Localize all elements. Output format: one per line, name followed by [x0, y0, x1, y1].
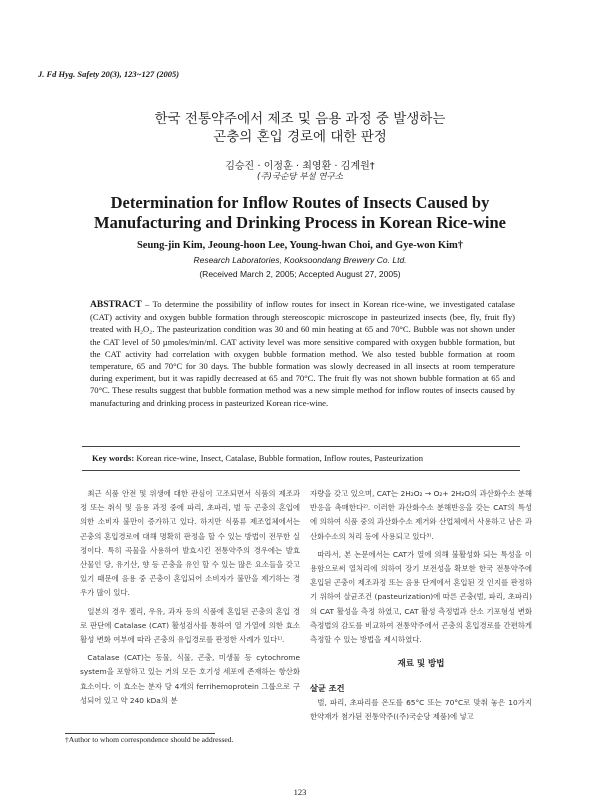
abstract-label: ABSTRACT [90, 300, 142, 310]
keywords-text: Korean rice-wine, Insect, Catalase, Bubble formation, Inflow routes, Pasteurization [134, 453, 424, 463]
abstract-text: – To determine the possibility of inflow routes for insect in Korean rice-wine, we investigated catalase (CAT) activity and oxygen bubble formation through stereoscopic microscope in pasteurized insects (bee, fly, fruit fly) treated with H₂O₂. The pasteurization condition was 30 and 60 min heating at 65 and 70°C. Bubble was not shown under the CAT level of 50 µmoles/min/ml. CAT activity level was more sensitive compared with oxygen bubble formation, but the CAT activity had correlation with oxygen bubble formation method. We also tested bubble formation at room temperature, 65 and 70°C for 30 days. The bubble formation was slowly decreased in all insects at room temperature during experiment, but it was rapidly decreased at 65 and 70°C. The fruit fly was not shown bubble formation at 65 and 70°C. These results suggest that bubble formation method was a new simple method for inflow routes of insects caused by manufacturing and drinking process in pasteurized Korean rice-wine. [90, 299, 515, 408]
subsection-heading: 살균 조건 [310, 683, 345, 694]
abstract [90, 298, 515, 409]
keywords-top-rule [82, 446, 520, 447]
korean-affiliation: (주)국순당 부설 연구소 [257, 172, 343, 182]
footnote-rule [65, 733, 215, 734]
body-paragraph: 벌, 파리, 초파리를 온도를 65°C 또는 70°C로 맞춰 놓은 10가지 한약재가 첨가된 전통약주((주)국순당 제품)에 넣고 [310, 697, 532, 721]
body-right-column [310, 487, 532, 728]
body-paragraph: 따라서, 본 논문에서는 CAT가 열에 의해 불활성화 되는 특성을 이용함으로써 열처리에 의하여 장기 보전성을 확보한 한국 전통약주에 혼입된 곤충이 제조과정 또는 음용 단계에서 혼입된 것 인지를 판정하기 위하여 살균조건 (pasteurization)에 따른 곤충(벌, 파리, 초파리)의 CAT 활성을 측정 하였고, CAT 활성 측정법과 산소 기포형성 변화 측정법의 감도를 비교하여 전통약주에서 곤충의 혼입경로를 간편하게 측정할 수 있는 방법을 제시하였다. [310, 549, 532, 645]
body-paragraph: 최근 식품 안전 및 위생에 대한 관심이 고조되면서 식품의 제조과정 또는 취식 및 음용 과정 중에 파리, 초파리, 벌 등 곤충의 혼입에 의한 소비자 불만이 증가하고 있다. 하지만 식품류 제조업체에서는 곤충의 혼입경로에 대해 명확히 판정을 할 수 있는 방법이 전무한 실정이다. 특히 곡물을 사용하여 발효시킨 전통약주의 경우에는 발효 산물인 당, 유기산, 향 등 곤충을 유인 할 수 있는 많은 요소들을 갖고 있기 때문에 음용 중 곤충이 혼입되어 소비자가 불만을 제기하는 경우가 많이 있다. [80, 489, 300, 598]
english-title-line-1: Determination for Inflow Routes of Insects Caused by [110, 193, 490, 212]
body-left-column [80, 487, 300, 712]
english-authors: Seung-jin Kim, Jeoung-hoon Lee, Young-hwan Choi, and Gye-won Kim† [136, 240, 464, 251]
body-paragraph: 일본의 경우 젤리, 우유, 과자 등의 식품에 혼입된 곤충의 혼입 경로 판단에 Catalase (CAT) 활성검사를 통하여 열 가열에 의한 효소 활성 변화 여부에 따라 곤충의 유입경로를 판정한 사례가 있다¹⁾. [80, 606, 300, 645]
keywords-label: Key words: [92, 453, 135, 463]
keywords [92, 453, 517, 463]
body-paragraph: Catalase (CAT)는 동물, 식물, 곤충, 미생물 등 cytochrome system을 포함하고 있는 거의 모든 호기성 세포에 존재하는 항산화 효소이다. 이 효소는 분자 당 4개의 ferrihemoprotein 그룹으로 구성되어 있고 약 240 kDa의 분 [80, 653, 300, 705]
section-heading: 재료 및 방법 [397, 659, 445, 670]
page-number: 123 [293, 787, 307, 797]
korean-title-line-2: 곤충의 혼입 경로에 대한 판정 [213, 129, 387, 145]
footnote: †Author to whom correspondence should be addressed. [65, 735, 234, 744]
korean-authors: 김승진 · 이정훈 · 최영환 · 김계원† [225, 161, 375, 172]
keywords-bottom-rule [82, 470, 520, 471]
english-affiliation: Research Laboratories, Kooksoondang Brewery Co. Ltd. [193, 255, 407, 265]
english-title-line-2: Manufacturing and Drinking Process in Korean Rice-wine [94, 213, 506, 232]
korean-title-line-1: 한국 전통약주에서 제조 및 음용 과정 중 발생하는 [154, 111, 446, 127]
journal-citation: J. Fd Hyg. Safety 20(3), 123~127 (2005) [38, 69, 180, 79]
body-paragraph: 자량을 갖고 있으며, CAT는 2H₂O₂ → O₂+ 2H₂O의 과산화수소 분해반응을 촉매한다²⁾. 이러한 과산화수소 분해반응을 갖는 CAT의 특성에 의하여 식품 중의 과산화수소 제거와 산업체에서 사용하고 남은 과산화수소의 처리 등에 사용되고 있다³⁾. [310, 489, 532, 541]
received-dates: (Received March 2, 2005; Accepted August 27, 2005) [199, 269, 401, 279]
